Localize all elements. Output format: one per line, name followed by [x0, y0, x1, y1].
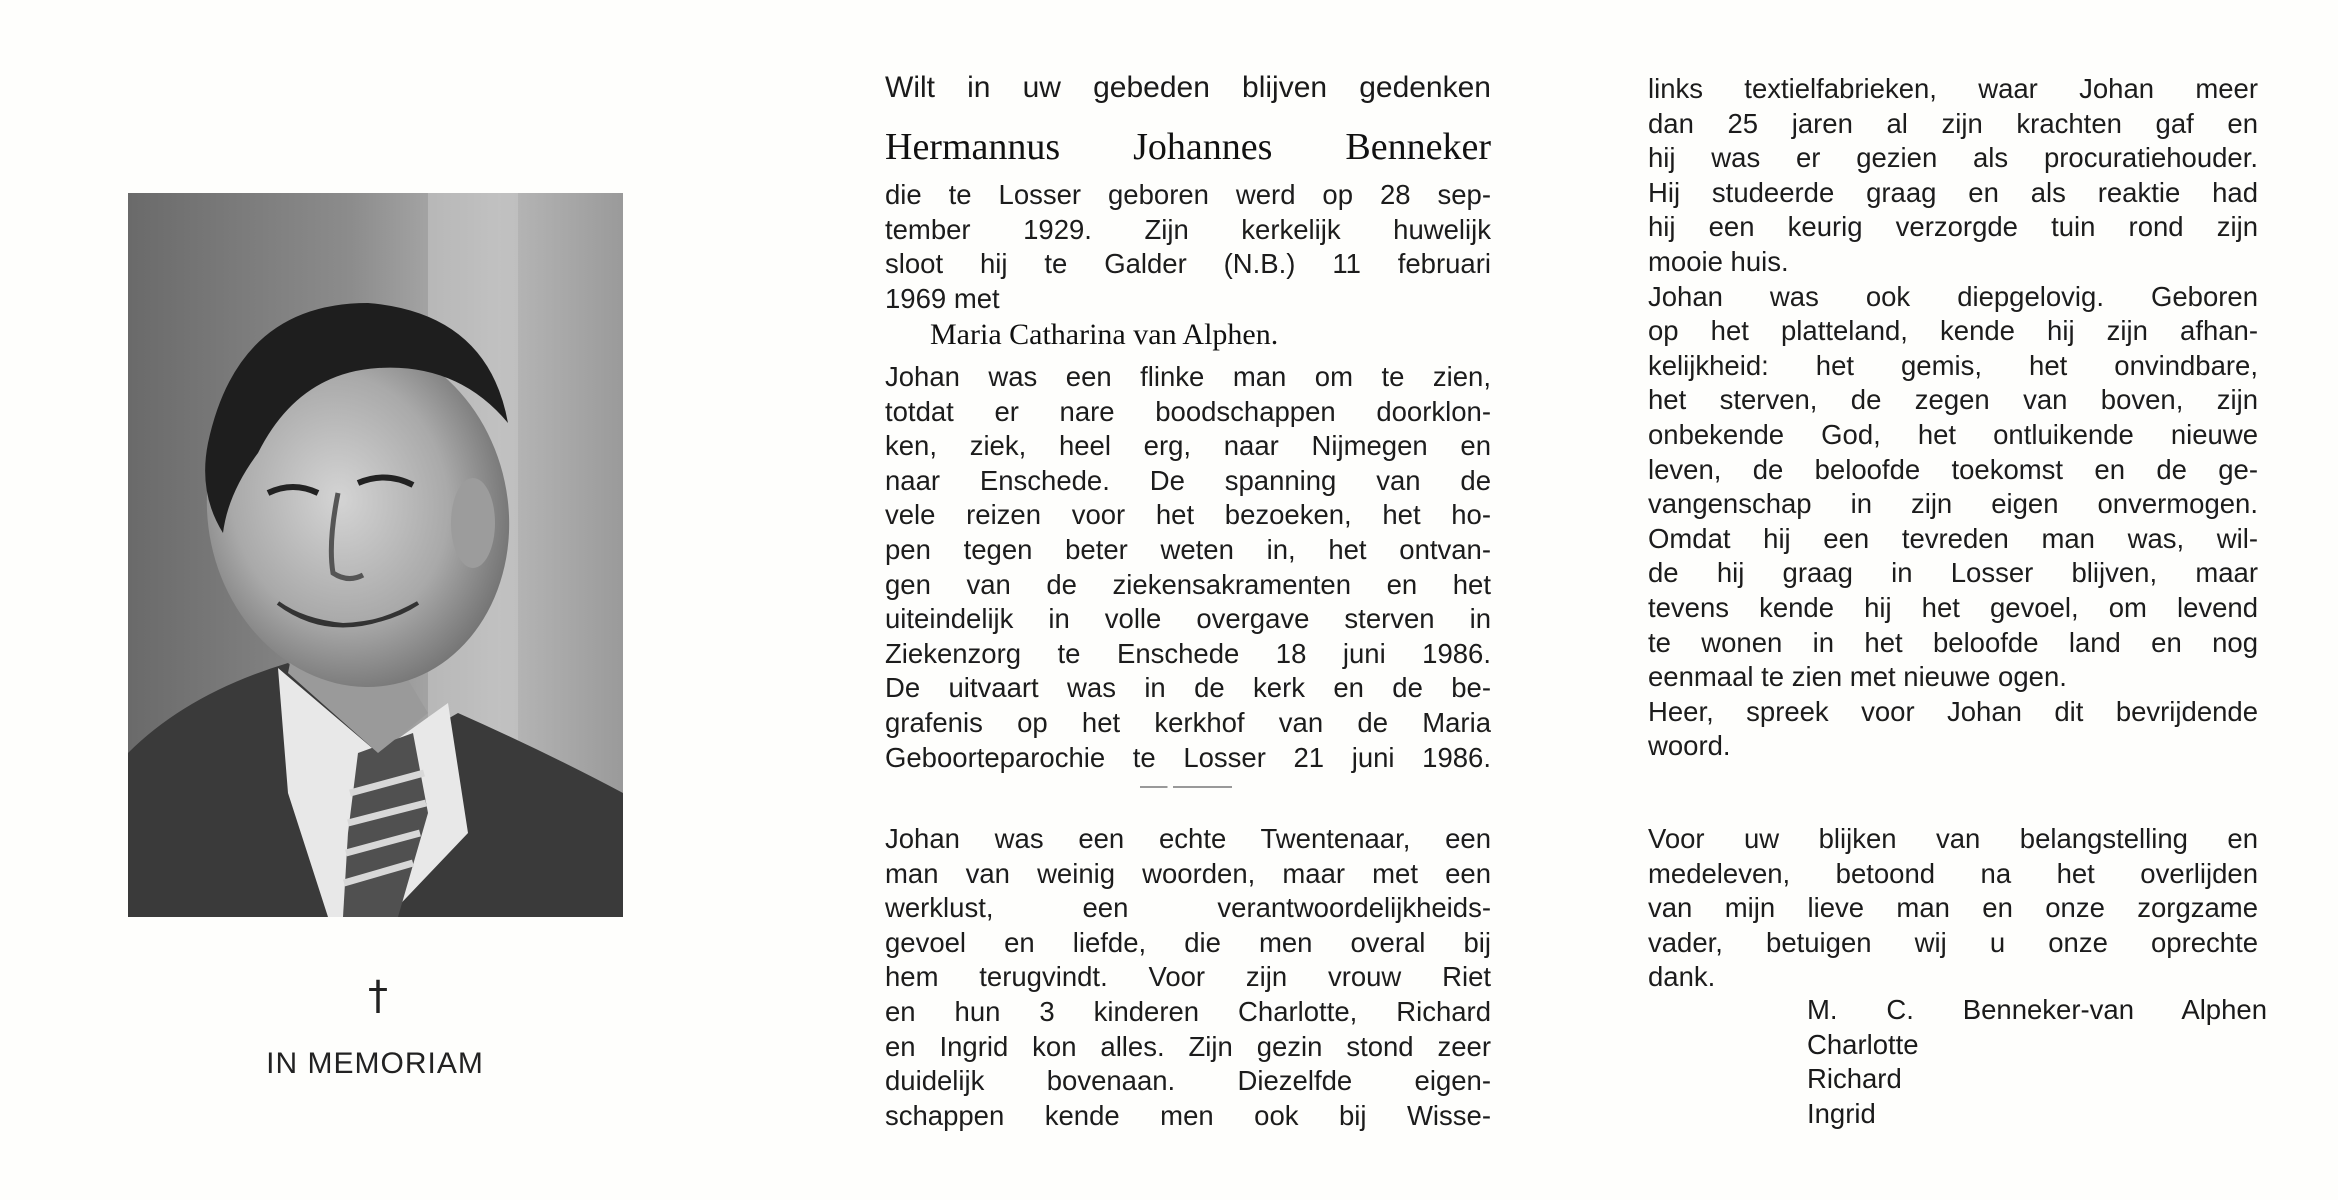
- paragraph-line: Ziekenzorg te Enschede 18 juni 1986.: [885, 637, 1491, 669]
- thanks-line: medeleven, betoond na het overlijden: [1648, 857, 2258, 889]
- paragraph-line: links textielfabrieken, waar Johan meer: [1648, 73, 2258, 104]
- paragraph-line: woord.: [1648, 730, 1731, 762]
- paragraph-line: vele reizen voor het bezoeken, het ho-: [885, 499, 1491, 531]
- signer-name: M. C. Benneker-van Alphen: [1807, 994, 2267, 1025]
- paragraph-line: kelijkheid: het gemis, het onvindbare,: [1648, 349, 2258, 381]
- paragraph-line: te wonen in het beloofde land en nog: [1648, 626, 2258, 658]
- cross-icon: †: [368, 973, 388, 1019]
- paragraph-line: Johan was ook diepgelovig. Geboren: [1648, 280, 2258, 312]
- paragraph-line: de hij graag in Losser blijven, maar: [1648, 557, 2258, 589]
- paragraph-line: onbekende God, het ontluikende nieuwe: [1648, 418, 2258, 450]
- thanks-paragraph: [1648, 822, 2258, 995]
- paragraph-life-faith: [1648, 72, 2258, 764]
- paragraph-line: Johan was een flinke man om te zien,: [885, 361, 1491, 392]
- paragraph-line: mooie huis.: [1648, 245, 1789, 277]
- portrait-photo: [128, 193, 623, 917]
- paragraph-line: hem terugvindt. Voor zijn vrouw Riet: [885, 961, 1491, 993]
- thanks-line: Voor uw blijken van belangstelling en: [1648, 823, 2258, 854]
- bio-line: sloot hij te Galder (N.B.) 11 februari: [885, 248, 1491, 280]
- bio-line: tember 1929. Zijn kerkelijk huwelijk: [885, 213, 1491, 245]
- paragraph-line: Hij studeerde graag en als reaktie had: [1648, 176, 2258, 208]
- in-memoriam-label: IN MEMORIAM: [266, 1047, 484, 1080]
- paragraph-line: man van weinig woorden, maar met een: [885, 857, 1491, 889]
- paragraph-line: pen tegen beter weten in, het ontvan-: [885, 533, 1491, 565]
- intro-line: Wilt in uw gebeden blijven gedenken: [885, 71, 1491, 104]
- paragraph-line: vangenschap in zijn eigen onvermogen.: [1648, 488, 2258, 520]
- paragraph-line: hij was er gezien als procuratiehouder.: [1648, 142, 2258, 174]
- signer-name: Charlotte: [1807, 1028, 1919, 1060]
- paragraph-line: Omdat hij een tevreden man was, wil-: [1648, 522, 2258, 554]
- paragraph-line: eenmaal te zien met nieuwe ogen.: [1648, 661, 2067, 693]
- paragraph-line: Heer, spreek voor Johan dit bevrijdende: [1648, 695, 2258, 727]
- paragraph-line: gevoel en liefde, die men overal bij: [885, 926, 1491, 958]
- bio-line: die te Losser geboren werd op 28 sep-: [885, 179, 1491, 210]
- paragraph-line: naar Enschede. De spanning van de: [885, 464, 1491, 496]
- thanks-line: dank.: [1648, 961, 1716, 993]
- paragraph-line: ken, ziek, heel erg, naar Nijmegen en: [885, 430, 1491, 462]
- spouse-name: Maria Catharina van Alphen.: [930, 318, 1279, 351]
- paragraph-character: [885, 822, 1491, 1133]
- paragraph-line: leven, de beloofde toekomst en de ge-: [1648, 453, 2258, 485]
- portrait-illustration: [128, 193, 623, 917]
- paragraph-illness: [885, 360, 1491, 775]
- section-divider: [1140, 786, 1232, 788]
- paragraph-line: totdat er nare boodschappen doorklon-: [885, 395, 1491, 427]
- paragraph-line: Geboorteparochie te Losser 21 juni 1986.: [885, 741, 1491, 773]
- signer-name: Ingrid: [1807, 1097, 1876, 1129]
- bio-line: 1969 met: [885, 282, 1000, 314]
- paragraph-line: duidelijk bovenaan. Diezelfde eigen-: [885, 1065, 1491, 1097]
- paragraph-line: grafenis op het kerkhof van de Maria: [885, 706, 1491, 738]
- paragraph-line: het sterven, de zegen van boven, zijn: [1648, 384, 2258, 416]
- paragraph-line: hij een keurig verzorgde tuin rond zijn: [1648, 211, 2258, 243]
- paragraph-line: gen van de ziekensakramenten en het: [885, 568, 1491, 600]
- signer-name: Richard: [1807, 1063, 1902, 1095]
- deceased-name: Hermannus Johannes Benneker: [885, 126, 1491, 168]
- paragraph-line: tevens kende hij het gevoel, om levend: [1648, 591, 2258, 623]
- paragraph-line: schappen kende men ook bij Wisse-: [885, 1099, 1491, 1131]
- thanks-line: vader, betuigen wij u onze oprechte: [1648, 926, 2258, 958]
- paragraph-line: De uitvaart was in de kerk en de be-: [885, 672, 1491, 704]
- paragraph-line: op het platteland, kende hij zijn afhan-: [1648, 315, 2258, 347]
- paragraph-line: werklust, een verantwoordelijkheids-: [885, 892, 1491, 924]
- paragraph-line: uiteindelijk in volle overgave sterven in: [885, 603, 1491, 635]
- paragraph-line: en Ingrid kon alles. Zijn gezin stond zeer: [885, 1030, 1491, 1062]
- signers-list: [1807, 993, 2267, 1131]
- thanks-line: van mijn lieve man en onze zorgzame: [1648, 892, 2258, 924]
- paragraph-line: dan 25 jaren al zijn krachten gaf en: [1648, 107, 2258, 139]
- paragraph-line: en hun 3 kinderen Charlotte, Richard: [885, 995, 1491, 1027]
- paragraph-line: Johan was een echte Twentenaar, een: [885, 823, 1491, 854]
- bio-paragraph: [885, 178, 1491, 316]
